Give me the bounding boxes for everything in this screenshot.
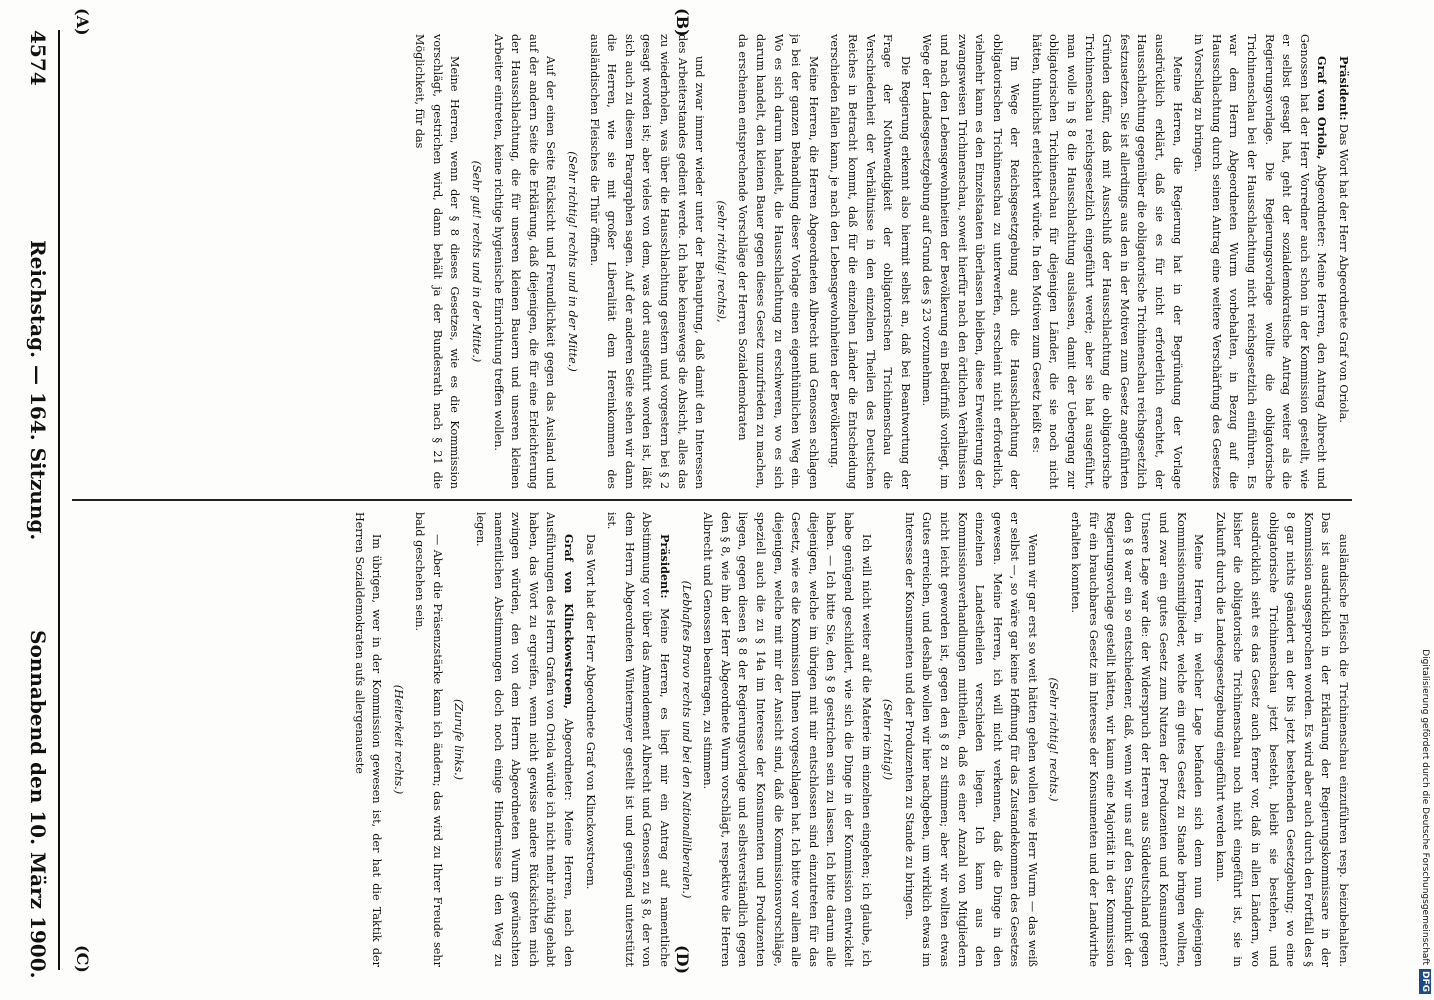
paragraph bbox=[581, 512, 599, 967]
credit-text: Digitalisierung gefördert durch die Deutsche Forschungsgemeinschaft bbox=[1420, 649, 1430, 965]
paragraph-text: Im Wege der Reichsgesetzgebung auch die Hausschlachtung der obligatorischen Trichinenschau zu unterwerfen, erscheint nicht erforderlich, vielmehr kann es den Einzelstaaten überlassen bleiben, diese Erweiterung der zwangsweisen Trichinenschau, soweit hierfür nach den örtlichen Verhältnissen und nach den Lebensgewohnheiten der Bevölkerung ein Bedürfniß vorliegt, im Wege der Landesgesetzgebung auf Grund des § 23 vorzunehmen. bbox=[920, 34, 1022, 489]
paragraph bbox=[450, 512, 468, 967]
paragraph-text: — Aber die Präsenzstärke kann ich ändern; das wird zu Ihrer Freude sehr bald geschehen sein. bbox=[413, 512, 444, 967]
paragraph-text: Abgeordneter: Meine Herren, nach den Ausführungen des Herrn Grafen von Oriola würde ich nicht mehr nöthig gehabt haben, das Wort zu ergreifen, wenn nicht gewisse andere Rücksichten mich zwingen würden, den von dem Herrn Abgeordneten Wurm gewünschten namentlichen Abstimmungen doch noch einige Hindernisse in den Weg zu legen. bbox=[474, 512, 576, 967]
paragraph bbox=[677, 512, 695, 967]
paragraph-text: ausländische Fleisch die Trichinenschau einzuführen resp. beizubehalten. Das ist ausdrücklich in der Erklärung der Regierungskommissare in der Kommission ausgesprochen worden. Es wird aber auch durch den Fortfall des § 8 gar nichts geändert an der bis jetzt bestehenden Gesetzgebung; wo eine obligatorische Trichinenschau jetzt besteht, bleibt sie bestehen, und ausdrücklich sieht es das Gesetz auch ferner vor, daß in allen Ländern, wo bisher die obligatorische Trichinenschau noch nicht eingeführt ist, sie in Zukunft durch die Landesgesetzgebung eingeführt werden kann. bbox=[1213, 512, 1350, 967]
paragraph bbox=[900, 512, 1041, 967]
paragraph-text: (Lebhaftes Bravo rechts und bei den Nationalliberalen.) bbox=[679, 580, 693, 899]
paragraph-text: Auf der einen Seite Rücksicht und Freundlichkeit gegen das Ausland und auf der andern Seite die Erklärung, daß diejenigen, die für eine Erleichterung der Hausschlachtung, die für unseren kleinen Bauern und unseren kleinen Arbeiter eintreten, keine richtige hygienische Einrichtung treffen wollen. bbox=[491, 34, 558, 489]
speaker-name: Präsident: bbox=[658, 534, 673, 599]
session-title: Reichstag. — 164. Sitzung. bbox=[26, 240, 50, 541]
header-rule bbox=[58, 30, 60, 970]
left-column bbox=[72, 34, 1352, 489]
paragraph bbox=[918, 34, 1024, 489]
paragraph-text: (Zurufe links.) bbox=[452, 698, 466, 781]
paragraph-text: (Sehr gut! rechts und in der Mitte.) bbox=[470, 160, 484, 363]
marker-b: (B) bbox=[673, 8, 692, 37]
paragraph-text: Das Wort hat der Herr Abgeordnete Graf von Oriola. bbox=[1337, 124, 1350, 423]
paragraph-text: Ich will nicht weiter auf die Materie im einzelnen eingehen; ich glaube, ich habe genügend geschildert, wie sich die Dinge in der Kommission entwickelt haben. — Ich bitte Sie, den § 8 gestrichen sein zu lassen. Ich bitte darum alle diejenigen, welche im übrigen mit mir entschlossen sind einzutreten für das Gesetz, wie es die Kommission Ihnen vorgeschlagen hat. Ich bitte vor allem alle diejenigen, welche mit mir der Ansicht sind, daß die Kommissionsvorschläge, speziell auch die zu § 14a im Interesse der Konsumenten und Produzenten liegen, gegen diesen § 8 der Regierungsvorlage und selbstverständlich gegen den § 8, wie ihn der Herr Abgeordnete Wurm vorschlägt, respektive die Herren Albrecht und Genossen beantragen, zu stimmen. bbox=[701, 512, 873, 967]
paragraph bbox=[472, 512, 578, 967]
paragraph bbox=[879, 512, 897, 967]
paragraph-text: Meine Herren, die Regierung hat in der Begründung der Vorlage ausdrücklich erklärt, daß sie es für nicht erforderlich erachtet, der Hausschlachtung gegenüber die obligatorische Trichinenschau reichsgesetzlich festzusetzen. Sie ist allerdings aus den in der Motiven zum Gesetz angeführten Gründen dafür, daß mit Ausschluß der Hausschlachtung die obligatorische Trichinenschau reichsgesetzlich eingeführt werde; aber sie hat ausgeführt, man wolle in § 8 die Hausschlachtung auslassen, damit der Uebergang zur obligatorischen Trichinenschau für diejenigen Länder, die sie noch nicht hätten, thunlichst erleichtert würde. In den Motiven zum Gesetz heißt es: bbox=[1029, 34, 1184, 489]
paragraph bbox=[468, 34, 486, 489]
page-number: 4574 bbox=[26, 30, 50, 86]
speaker-name: Graf von Oriola, bbox=[1315, 56, 1330, 160]
paragraph-text: (Sehr richtig! rechts.) bbox=[1047, 677, 1061, 802]
paragraph bbox=[699, 512, 875, 967]
dfg-logo: DFG bbox=[1420, 970, 1430, 992]
marker-c: (C) bbox=[73, 945, 92, 973]
paragraph-text: Meine Herren, die Herren Abgeordneten Albrecht und Genossen schlagen ja bei der ganzen Behandlung dieser Vorlage einen eigenthümlichen Weg ein. Wo es sich darum handelt, die Hausschlachtung zu erschweren, wo es sich darum handelt, den kleinen Bauer gegen dieses Gesetz unzufrieden zu machen, da erscheinen entsprechende Vorschläge der Herren Sozialdemokraten bbox=[736, 34, 820, 489]
paragraph bbox=[389, 512, 407, 967]
digitization-credit bbox=[1419, 6, 1431, 994]
paragraph bbox=[1045, 512, 1063, 967]
paragraph-text: Die Regierung erkennt also hiermit selbst an, daß bei Beantwortung der Frage der Nothwendigkeit der obligatorischen Trichinenschau die Verschiedenheit der Verhältnisse in den einzelnen Theilen des Deutschen Reiches in Betracht kommt, daß für die einzelnen Länder die Entscheidung verschieden fallen kann, je nach den Lebensgewohnheiten der Bevölkerung. bbox=[828, 34, 912, 489]
paragraph bbox=[411, 34, 464, 489]
paragraph-text: Abgeordneter: Meine Herren, den Antrag Albrecht und Genossen hat der Herr Vorredner auch schon in der Kommission gestellt, wie er selbst gesagt hat, geht der sozialdemokratische Antrag weiter als die Regierungsvorlage. Die Regierungsvorlage wollte die obligatorische Trichinenschau bei der Hausschlachtung nicht reichsgesetzlich einführen. Es war dem Herrn Abgeordneten Wurm vorbehalten, in Bezug auf die Hausschlachtung durch seinen Antrag eine weitere Verschärfung des Gesetzes in Vorschlag zu bringen. bbox=[1192, 34, 1329, 489]
paragraph-text: Im übrigen, wer in der Kommission gewesen ist, der hat die Taktik der Herren Sozialdemokraten aufs allergenaueste bbox=[352, 512, 384, 967]
paragraph bbox=[411, 512, 446, 967]
paragraph-text: und zwar immer wieder unter der Behauptung, daß damit den Interessen des Arbeiterstandes gedient werde. Ich habe keineswegs die Absicht, alles das zu wiederholen, was über die Hausschlachtung gestern und vorgestern bei § 2 gesagt worden ist; aber vieles von dem, was dort ausgeführt worden ist, läßt sich auch zu diesem Paragraphen sagen. Auf der anderen Seite sehen wir dann die Herren, wie sie mit großer Liberalität dem Hereinkommen des ausländischen Fleisches die Thür öffnen. bbox=[587, 34, 707, 489]
paragraph bbox=[1190, 34, 1331, 489]
paragraph-text: (Heiterkeit rechts.) bbox=[391, 684, 405, 795]
paragraph bbox=[350, 512, 385, 967]
paragraph bbox=[1027, 34, 1185, 489]
speaker-name: Präsident: bbox=[1337, 56, 1351, 121]
paragraph bbox=[563, 34, 581, 489]
paragraph-text: Meine Herren, wenn der § 8 dieses Gesetzes, wie es die Kommission vorschlägt, gestrichen wird, dann behält ja der Bundesrath nach § 21 die Möglichkeit, für das bbox=[413, 34, 462, 489]
paragraph bbox=[585, 34, 708, 489]
paragraph bbox=[734, 34, 822, 489]
paragraph bbox=[1334, 34, 1352, 489]
paragraph bbox=[603, 512, 673, 967]
paragraph bbox=[712, 34, 730, 489]
paragraph-text: (Sehr richtig!) bbox=[881, 698, 895, 781]
paragraph-text: Wenn wir gar erst so weit hätten gehen wollen wie Herr Wurm — das weiß er selbst —, so wäre gar keine Hoffnung für das Zustandekommen des Gesetzes gewesen. Meine Herren, ich will nicht verkennen, daß die Dinge in den einzelnen Landestheilen verschieden liegen. Ich kann aus den Kommissionsverhandlungen mittheilen, daß es einer Anzahl von Mitgliedern nicht leicht geworden ist, gegen den § 8 zu stimmen; aber wir wollten etwas Gutes erreichen, und deshalb wollen wir hier nachgeben, um wirklich etwas im Interesse der Konsumenten und der Produzenten zu Stande zu bringen. bbox=[902, 512, 1039, 967]
column-divider bbox=[72, 499, 1352, 501]
session-date: Sonnabend den 10. März 1900. bbox=[26, 630, 50, 979]
paragraph bbox=[826, 34, 914, 489]
page-header bbox=[14, 30, 50, 979]
speaker-name: Graf von Klinckowstroem, bbox=[562, 534, 577, 709]
paragraph bbox=[1211, 512, 1352, 967]
paragraph-text: (Sehr richtig! rechts und in der Mitte.) bbox=[566, 151, 580, 372]
paragraph bbox=[1067, 512, 1208, 967]
paragraph bbox=[489, 34, 559, 489]
paragraph-text: Meine Herren, in welcher Lage befanden sich denn nun diejenigen Kommissionsmitglieder, welche ein gutes Gesetz zu Stande bringen wollten, und zwar ein gutes Gesetz zum Nutzen der Produzenten und Konsumenten? Unsere Lage war die: der Widerspruch der Herren aus Süddeutschland gegen den § 8 war ein so entschiedener, daß, wenn wir uns auf den Standpunkt der Regierungsvorlage gestellt hätten, wir kaum eine Majorität in der Kommission für ein brauchbares Gesetz im Interesse der Konsumenten und der Landwirthe erhalten konnten. bbox=[1069, 512, 1206, 967]
paragraph-text: Das Wort hat der Herr Abgeordnete Graf von Klinckowstroem. bbox=[583, 534, 597, 890]
paragraph-text: (sehr richtig! rechts), bbox=[714, 200, 728, 323]
marker-d: (D) bbox=[673, 945, 692, 975]
paragraph-text: Meine Herren, es liegt mir ein Antrag auf namentliche Abstimmung vor über das Amendement Albrecht und Genossen zu § 8, der von dem Herrn Abgeordneten Wintermeyer gestellt ist und genügend unterstützt ist. bbox=[605, 512, 672, 967]
marker-a: (A) bbox=[73, 8, 92, 36]
right-column bbox=[72, 512, 1352, 967]
